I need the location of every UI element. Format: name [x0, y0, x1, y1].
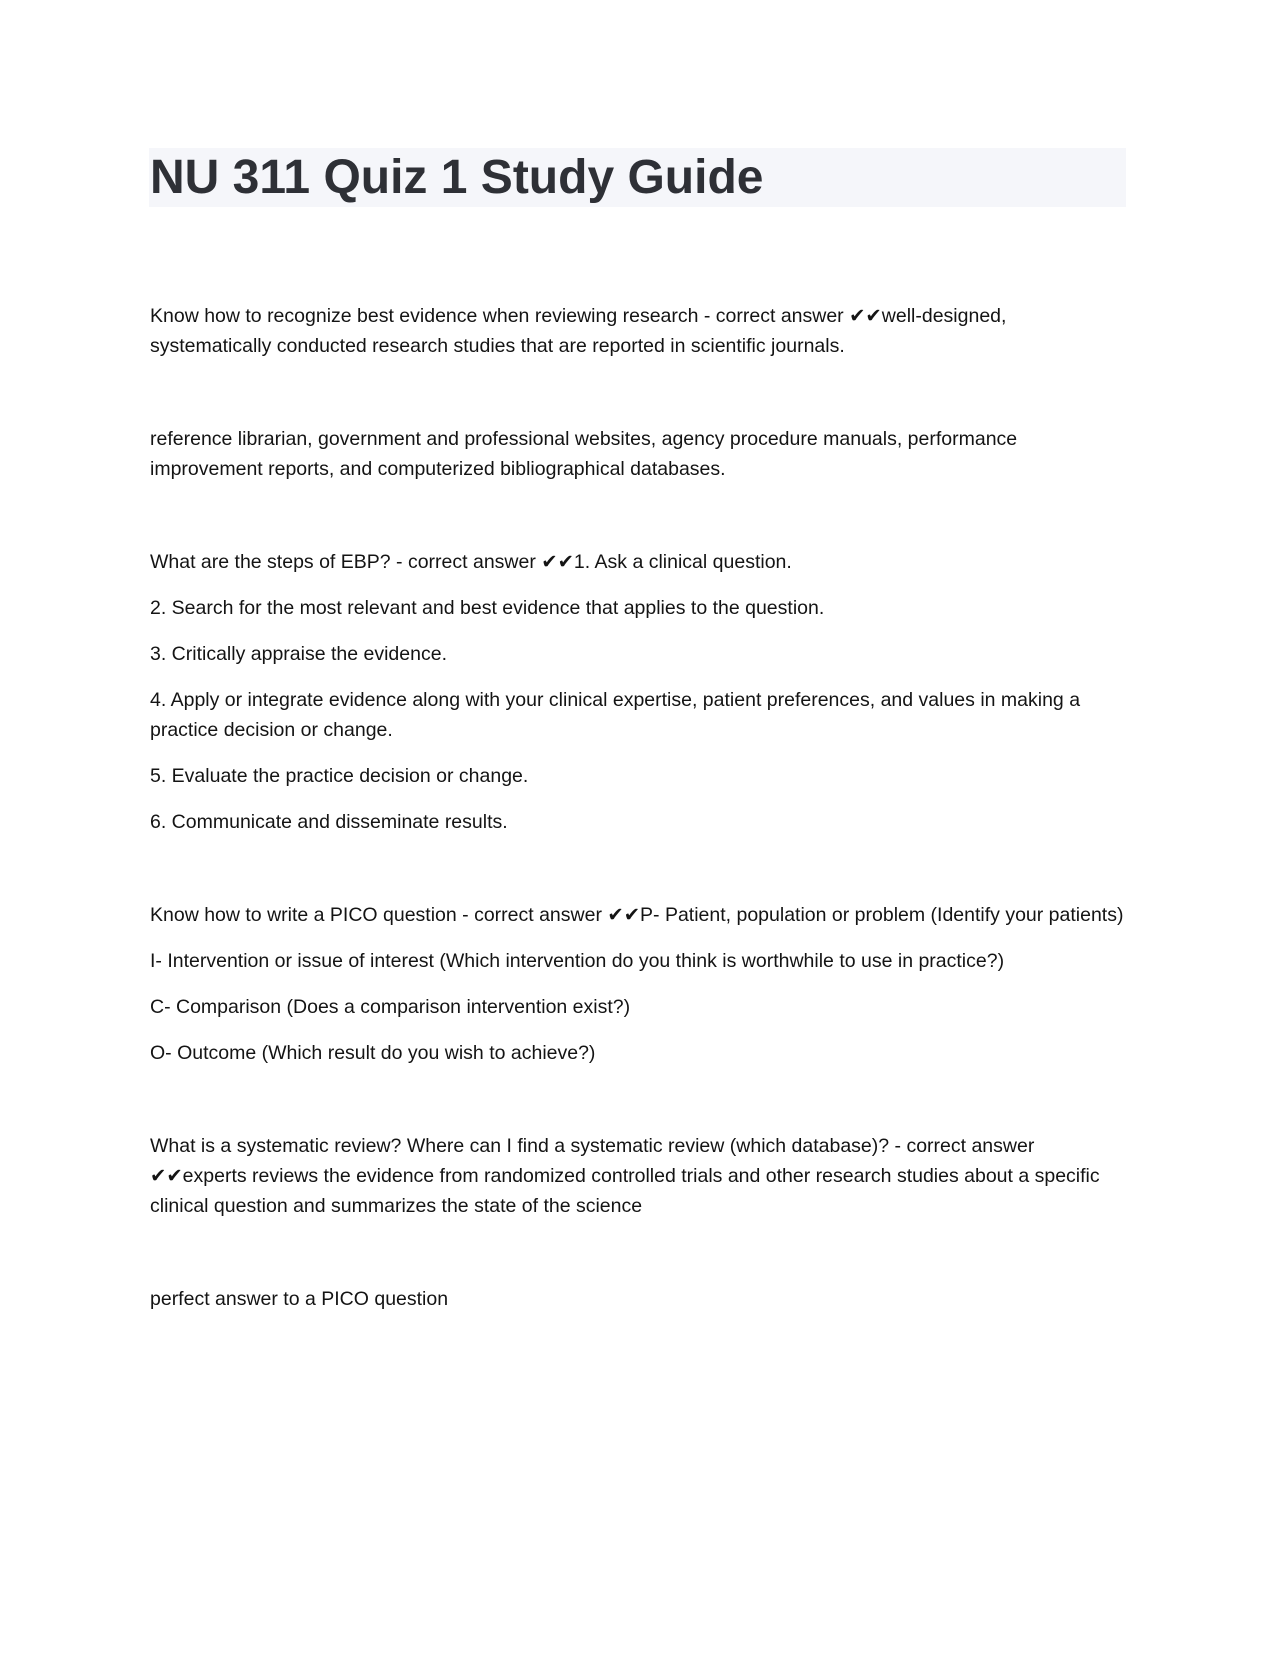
pico-intervention: I- Intervention or issue of interest (Which intervention do you think is worthwhile to use in practice?) [150, 950, 1005, 972]
pico-outcome: O- Outcome (Which result do you wish to achieve?) [150, 1042, 596, 1064]
paragraph-pico-answer: perfect answer to a PICO question [150, 1288, 449, 1310]
paragraph-pico-question: Know how to write a PICO question - correct answer ✔✔P- Patient, population or problem (Identify your patients) [150, 904, 1124, 926]
document-body [150, 301, 1126, 1314]
paragraph-ebp-steps-question: What are the steps of EBP? - correct answer ✔✔1. Ask a clinical question. [150, 551, 792, 573]
ebp-step-3: 3. Critically appraise the evidence. [150, 643, 447, 665]
document-title: NU 311 Quiz 1 Study Guide [150, 151, 764, 204]
ebp-step-6: 6. Communicate and disseminate results. [150, 811, 508, 833]
ebp-step-4: 4. Apply or integrate evidence along with your clinical expertise, patient preferences, and values in making a practice decision or change. [150, 689, 1081, 741]
ebp-step-5: 5. Evaluate the practice decision or change. [150, 765, 529, 787]
paragraph-systematic-review: What is a systematic review? Where can I find a systematic review (which database)? - correct answer ✔✔experts reviews the evidence from randomized controlled trials and other research studies about a specific clinical question and summarizes the state of the science [150, 1135, 1100, 1217]
pico-comparison: C- Comparison (Does a comparison intervention exist?) [150, 996, 631, 1018]
paragraph-best-evidence: Know how to recognize best evidence when reviewing research - correct answer ✔✔well-designed, systematically conducted research studies that are reported in scientific journals. [150, 305, 1007, 357]
paragraph-evidence-sources: reference librarian, government and professional websites, agency procedure manuals, performance improvement reports, and computerized bibliographical databases. [150, 428, 1018, 480]
ebp-step-2: 2. Search for the most relevant and best evidence that applies to the question. [150, 597, 825, 619]
